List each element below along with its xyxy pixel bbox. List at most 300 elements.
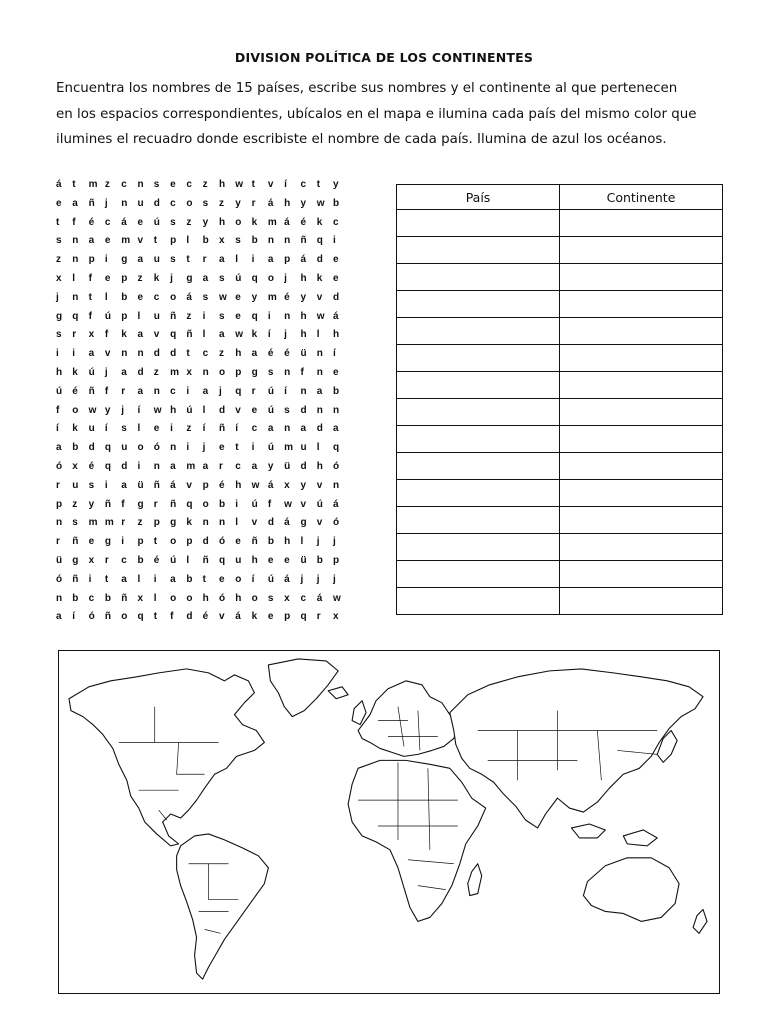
word-search-letter[interactable]: h	[300, 329, 307, 341]
word-search-letter[interactable]: p	[137, 536, 144, 548]
word-search-letter[interactable]: h	[56, 366, 63, 378]
word-search-letter[interactable]: j	[333, 573, 336, 585]
word-search-letter[interactable]: v	[186, 479, 192, 491]
word-search-letter[interactable]: ú	[88, 366, 95, 378]
word-search-letter[interactable]: l	[153, 592, 157, 604]
word-search-letter[interactable]: a	[218, 329, 225, 341]
word-search-letter[interactable]: n	[72, 235, 79, 247]
word-search-letter[interactable]: p	[153, 517, 160, 529]
word-search-letter[interactable]: g	[56, 310, 63, 322]
word-search-letter[interactable]: u	[137, 197, 144, 209]
word-search-letter[interactable]: y	[202, 216, 209, 228]
word-search-letter[interactable]: k	[72, 423, 78, 435]
word-search-letter[interactable]: s	[153, 179, 160, 190]
word-search-letter[interactable]: i	[170, 423, 173, 435]
word-search-letter[interactable]: n	[56, 592, 63, 604]
word-search-letter[interactable]: z	[153, 366, 159, 378]
word-search-letter[interactable]: p	[202, 479, 209, 491]
word-search-letter[interactable]: w	[316, 310, 325, 322]
word-search-letter[interactable]: e	[218, 573, 225, 585]
word-search-letter[interactable]: s	[56, 235, 62, 247]
word-search-letter[interactable]: b	[186, 573, 193, 585]
word-search-letter[interactable]: á	[56, 179, 62, 190]
word-search-letter[interactable]: m	[88, 517, 98, 529]
word-search-letter[interactable]: u	[153, 310, 160, 322]
word-search-letter[interactable]: h	[235, 348, 242, 360]
word-search-letter[interactable]: l	[235, 254, 239, 266]
word-search-letter[interactable]: i	[104, 254, 108, 266]
word-search-letter[interactable]: é	[153, 554, 160, 566]
word-search-letter[interactable]: s	[56, 329, 62, 341]
word-search-letter[interactable]: o	[186, 197, 193, 209]
word-search-letter[interactable]: n	[333, 404, 340, 416]
word-search-letter[interactable]: e	[333, 254, 339, 266]
word-search-letter[interactable]: d	[137, 366, 144, 378]
word-search-letter[interactable]: s	[218, 310, 225, 322]
word-search-letter[interactable]: ó	[333, 517, 340, 529]
word-search-letter[interactable]: é	[267, 348, 274, 360]
word-search-letter[interactable]: k	[316, 272, 323, 284]
word-search-letter[interactable]: t	[56, 216, 60, 228]
word-search-letter[interactable]: a	[121, 573, 127, 585]
word-search-letter[interactable]: a	[333, 423, 339, 435]
word-search-letter[interactable]: r	[56, 536, 60, 548]
word-search-letter[interactable]: v	[316, 517, 323, 529]
word-search-letter[interactable]: l	[137, 423, 141, 435]
word-search-letter[interactable]: g	[170, 517, 177, 529]
country-answer-cell[interactable]	[397, 588, 560, 615]
word-search-letter[interactable]: h	[284, 536, 291, 548]
word-search-letter[interactable]: a	[267, 254, 274, 266]
country-answer-cell[interactable]	[397, 534, 560, 561]
word-search-letter[interactable]: á	[316, 592, 323, 604]
word-search-letter[interactable]: í	[137, 404, 141, 416]
word-search-letter[interactable]: n	[316, 366, 323, 378]
word-search-letter[interactable]: í	[235, 423, 239, 435]
word-search-letter[interactable]: h	[218, 216, 226, 228]
word-search-letter[interactable]: ú	[267, 385, 274, 397]
word-search-letter[interactable]: ú	[267, 404, 274, 416]
word-search-letter[interactable]: á	[186, 291, 192, 303]
word-search-letter[interactable]: s	[267, 592, 274, 604]
word-search-letter[interactable]: á	[121, 216, 127, 228]
word-search-letter[interactable]: l	[202, 329, 206, 341]
word-search-letter[interactable]: y	[251, 291, 258, 303]
word-search-letter[interactable]: t	[153, 536, 158, 548]
word-search-letter[interactable]: z	[186, 216, 192, 228]
word-search-letter[interactable]: e	[218, 442, 225, 454]
word-search-letter[interactable]: c	[300, 179, 307, 190]
word-search-letter[interactable]: z	[56, 254, 61, 266]
word-search-letter[interactable]: y	[88, 498, 95, 510]
word-search-letter[interactable]: l	[186, 235, 190, 247]
word-search-letter[interactable]: á	[284, 517, 290, 529]
word-search-letter[interactable]: c	[333, 216, 339, 228]
word-search-letter[interactable]: l	[202, 404, 206, 416]
word-search-letter[interactable]: ó	[88, 611, 95, 623]
word-search-letter[interactable]: w	[235, 179, 244, 190]
continent-answer-cell[interactable]	[560, 588, 723, 615]
word-search-letter[interactable]: b	[333, 197, 340, 209]
word-search-letter[interactable]: u	[72, 479, 79, 491]
word-search-letter[interactable]: a	[88, 235, 95, 247]
word-search-letter[interactable]: k	[251, 216, 258, 228]
word-search-letter[interactable]: n	[153, 385, 160, 397]
word-search-letter[interactable]: í	[56, 423, 59, 435]
word-search-letter[interactable]: r	[121, 517, 126, 529]
word-search-letter[interactable]: j	[316, 573, 320, 585]
word-search-letter[interactable]: ó	[56, 460, 63, 472]
word-search-letter[interactable]: w	[235, 329, 244, 341]
word-search-letter[interactable]: p	[284, 611, 291, 623]
word-search-letter[interactable]: r	[121, 385, 126, 397]
word-search-letter[interactable]: í	[104, 423, 108, 435]
word-search-letter[interactable]: i	[88, 573, 92, 585]
word-search-letter[interactable]: l	[316, 442, 320, 454]
word-search-letter[interactable]: s	[267, 366, 274, 378]
word-search-letter[interactable]: m	[88, 179, 98, 190]
word-search-letter[interactable]: p	[56, 498, 63, 510]
word-search-letter[interactable]: e	[284, 554, 290, 566]
word-search-letter[interactable]: i	[104, 479, 108, 491]
word-search-letter[interactable]: x	[137, 592, 144, 604]
word-search-letter[interactable]: y	[235, 197, 241, 209]
continent-answer-cell[interactable]	[560, 264, 723, 291]
word-search-letter[interactable]: b	[316, 554, 323, 566]
word-search-letter[interactable]: t	[186, 348, 190, 360]
word-search-letter[interactable]: c	[251, 423, 258, 435]
word-search-letter[interactable]: e	[235, 536, 241, 548]
word-search-letter[interactable]: a	[202, 385, 209, 397]
word-search-letter[interactable]: i	[121, 536, 124, 548]
word-search-letter[interactable]: d	[316, 254, 323, 266]
word-search-letter[interactable]: j	[56, 291, 59, 303]
word-search-letter[interactable]: w	[333, 592, 341, 604]
word-search-letter[interactable]: e	[170, 179, 176, 190]
word-search-letter[interactable]: a	[251, 460, 258, 472]
word-search-letter[interactable]: b	[333, 385, 340, 397]
word-search-letter[interactable]: a	[170, 460, 176, 472]
word-search-letter[interactable]: h	[251, 554, 258, 566]
word-search-letter[interactable]: n	[121, 348, 128, 360]
word-search-letter[interactable]: b	[72, 592, 79, 604]
word-search-letter[interactable]: e	[333, 272, 339, 284]
word-search-letter[interactable]: a	[251, 348, 258, 360]
word-search-letter[interactable]: l	[235, 517, 239, 529]
word-search-letter[interactable]: a	[202, 460, 209, 472]
word-search-letter[interactable]: é	[284, 291, 290, 303]
word-search-letter[interactable]: g	[104, 536, 111, 548]
word-search-letter[interactable]: o	[170, 291, 177, 303]
word-search-letter[interactable]: k	[316, 216, 323, 228]
word-search-letter[interactable]: c	[153, 291, 160, 303]
word-search-letter[interactable]: k	[121, 329, 127, 341]
word-search-letter[interactable]: e	[137, 216, 144, 228]
word-search-letter[interactable]: n	[72, 291, 79, 303]
word-search-letter[interactable]: i	[186, 442, 190, 454]
word-search-letter[interactable]: a	[56, 442, 62, 454]
word-search-letter[interactable]: n	[218, 517, 226, 529]
word-search-letter[interactable]: e	[104, 272, 111, 284]
word-search-letter[interactable]: s	[170, 216, 176, 228]
word-search-letter[interactable]: r	[104, 554, 109, 566]
word-search-letter[interactable]: n	[267, 235, 274, 247]
country-answer-cell[interactable]	[397, 372, 560, 399]
word-search-letter[interactable]: y	[267, 460, 274, 472]
word-search-letter[interactable]: z	[202, 179, 208, 190]
country-answer-cell[interactable]	[397, 426, 560, 453]
word-search-letter[interactable]: á	[267, 197, 274, 209]
word-search-letter[interactable]: x	[56, 272, 62, 284]
word-search-letter[interactable]: m	[121, 235, 131, 247]
word-search-letter[interactable]: s	[284, 404, 290, 416]
continent-answer-cell[interactable]	[560, 210, 723, 237]
word-search-letter[interactable]: t	[88, 291, 92, 303]
word-search-letter[interactable]: o	[251, 592, 258, 604]
word-search-letter[interactable]: n	[284, 366, 291, 378]
word-search-letter[interactable]: s	[202, 197, 209, 209]
word-search-letter[interactable]: í	[284, 179, 287, 190]
word-search-letter[interactable]: k	[251, 329, 258, 341]
word-search-letter[interactable]: r	[218, 460, 223, 472]
word-search-letter[interactable]: t	[251, 179, 255, 190]
word-search-letter[interactable]: k	[251, 611, 258, 623]
word-search-letter[interactable]: a	[88, 348, 95, 360]
word-search-letter[interactable]: u	[88, 423, 95, 435]
word-search-letter[interactable]: é	[88, 460, 95, 472]
word-search-letter[interactable]: z	[137, 517, 143, 529]
word-search-letter[interactable]: g	[121, 254, 128, 266]
word-search-letter[interactable]: t	[316, 179, 321, 190]
word-search-letter[interactable]: ñ	[72, 573, 79, 585]
word-search-letter[interactable]: f	[56, 404, 60, 416]
word-search-letter[interactable]: d	[88, 442, 95, 454]
word-search-letter[interactable]: á	[284, 573, 290, 585]
word-search-letter[interactable]: c	[104, 216, 111, 228]
country-answer-cell[interactable]	[397, 264, 560, 291]
continent-answer-cell[interactable]	[560, 291, 723, 318]
word-search-letter[interactable]: á	[333, 498, 339, 510]
word-search-letter[interactable]: d	[153, 348, 160, 360]
word-search-letter[interactable]: ú	[170, 554, 177, 566]
word-search-letter[interactable]: á	[235, 611, 241, 623]
word-search-letter[interactable]: o	[186, 592, 193, 604]
word-search-letter[interactable]: c	[121, 179, 127, 190]
word-search-letter[interactable]: d	[300, 404, 307, 416]
word-search-letter[interactable]: ñ	[218, 423, 226, 435]
word-search-letter[interactable]: n	[316, 348, 323, 360]
word-search-letter[interactable]: h	[235, 479, 242, 491]
word-search-letter[interactable]: ú	[186, 404, 193, 416]
word-search-letter[interactable]: ú	[56, 385, 63, 397]
word-search-letter[interactable]: i	[137, 460, 141, 472]
word-search-letter[interactable]: í	[251, 573, 255, 585]
word-search-letter[interactable]: ú	[235, 272, 242, 284]
word-search-letter[interactable]: j	[170, 272, 173, 284]
word-search-letter[interactable]: y	[333, 179, 339, 190]
word-search-letter[interactable]: e	[333, 366, 339, 378]
word-search-letter[interactable]: é	[72, 385, 78, 397]
word-search-letter[interactable]: w	[284, 498, 292, 510]
word-search-letter[interactable]: m	[267, 291, 277, 303]
word-search-letter[interactable]: j	[316, 536, 320, 548]
word-search-letter[interactable]: c	[202, 348, 209, 360]
word-search-letter[interactable]: ñ	[153, 479, 160, 491]
word-search-letter[interactable]: o	[202, 498, 209, 510]
country-answer-cell[interactable]	[397, 345, 560, 372]
word-search-letter[interactable]: d	[333, 291, 340, 303]
word-search-letter[interactable]: e	[267, 611, 274, 623]
word-search-letter[interactable]: í	[284, 385, 287, 397]
word-search-letter[interactable]: ó	[218, 536, 226, 548]
word-search-letter[interactable]: q	[300, 611, 307, 623]
word-search-letter[interactable]: n	[202, 517, 209, 529]
word-search-letter[interactable]: d	[153, 197, 160, 209]
word-search-letter[interactable]: ñ	[104, 498, 111, 510]
word-search-letter[interactable]: s	[218, 272, 225, 284]
word-search-letter[interactable]: n	[316, 404, 323, 416]
word-search-letter[interactable]: a	[121, 366, 127, 378]
word-search-letter[interactable]: a	[300, 423, 307, 435]
word-search-letter[interactable]: y	[300, 197, 307, 209]
word-search-letter[interactable]: í	[202, 423, 206, 435]
word-search-letter[interactable]: ú	[153, 216, 160, 228]
word-search-letter[interactable]: b	[218, 498, 226, 510]
word-search-letter[interactable]: r	[251, 385, 256, 397]
word-search-letter[interactable]: q	[251, 310, 258, 322]
word-search-letter[interactable]: e	[88, 536, 95, 548]
word-search-letter[interactable]: q	[170, 329, 177, 341]
word-search-letter[interactable]: s	[88, 479, 95, 491]
word-search-letter[interactable]: w	[88, 404, 97, 416]
word-search-letter[interactable]: l	[186, 554, 190, 566]
word-search-letter[interactable]: a	[218, 254, 225, 266]
word-search-letter[interactable]: f	[72, 216, 76, 228]
word-search-letter[interactable]: r	[251, 197, 256, 209]
word-search-letter[interactable]: v	[235, 404, 241, 416]
word-search-letter[interactable]: z	[218, 348, 224, 360]
word-search-letter[interactable]: x	[218, 235, 225, 247]
word-search-letter[interactable]: l	[72, 272, 76, 284]
word-search-letter[interactable]: g	[300, 517, 307, 529]
word-search-letter[interactable]: k	[186, 517, 192, 529]
word-search-letter[interactable]: ñ	[170, 310, 177, 322]
word-search-letter[interactable]: v	[316, 479, 323, 491]
word-search-letter[interactable]: d	[202, 536, 209, 548]
word-search-letter[interactable]: í	[267, 329, 271, 341]
word-search-letter[interactable]: é	[284, 348, 290, 360]
word-search-letter[interactable]: ó	[218, 592, 226, 604]
word-search-letter[interactable]: á	[170, 479, 176, 491]
continent-answer-cell[interactable]	[560, 426, 723, 453]
word-search-letter[interactable]: i	[56, 348, 59, 360]
word-search-letter[interactable]: n	[170, 442, 177, 454]
word-search-letter[interactable]: k	[72, 366, 78, 378]
word-search-letter[interactable]: i	[153, 573, 157, 585]
word-search-letter[interactable]: b	[121, 291, 128, 303]
word-search-letter[interactable]: ñ	[72, 536, 79, 548]
word-search-letter[interactable]: p	[88, 254, 95, 266]
word-search-letter[interactable]: t	[235, 442, 239, 454]
word-search-letter[interactable]: b	[104, 592, 111, 604]
word-search-letter[interactable]: u	[153, 254, 160, 266]
word-search-letter[interactable]: c	[121, 554, 127, 566]
word-search-letter[interactable]: a	[137, 385, 144, 397]
word-search-letter[interactable]: n	[284, 235, 291, 247]
country-answer-cell[interactable]	[397, 210, 560, 237]
country-answer-cell[interactable]	[397, 318, 560, 345]
word-search-letter[interactable]: z	[104, 179, 110, 190]
word-search-letter[interactable]: t	[186, 254, 190, 266]
word-search-letter[interactable]: n	[300, 385, 307, 397]
word-search-letter[interactable]: z	[137, 272, 143, 284]
word-search-letter[interactable]: c	[170, 385, 176, 397]
word-search-letter[interactable]: n	[56, 517, 63, 529]
word-search-letter[interactable]: e	[267, 554, 274, 566]
word-search-letter[interactable]: ñ	[88, 385, 95, 397]
word-search-letter[interactable]: x	[88, 554, 95, 566]
word-search-letter[interactable]: á	[300, 254, 307, 266]
word-search-letter[interactable]: n	[137, 348, 144, 360]
word-search-letter[interactable]: e	[56, 197, 62, 209]
word-search-letter[interactable]: x	[88, 329, 95, 341]
word-search-letter[interactable]: z	[186, 423, 192, 435]
word-search-letter[interactable]: b	[202, 235, 209, 247]
word-search-letter[interactable]: o	[72, 404, 79, 416]
word-search-letter[interactable]: a	[121, 479, 127, 491]
word-search-letter[interactable]: q	[333, 442, 340, 454]
word-search-letter[interactable]: ú	[316, 498, 323, 510]
word-search-letter[interactable]: b	[251, 235, 258, 247]
word-search-letter[interactable]: o	[170, 536, 177, 548]
word-search-letter[interactable]: í	[72, 611, 76, 623]
word-search-letter[interactable]: á	[267, 479, 274, 491]
word-search-letter[interactable]: f	[170, 611, 174, 623]
word-search-letter[interactable]: t	[153, 611, 158, 623]
word-search-letter[interactable]: x	[72, 460, 78, 472]
word-search-letter[interactable]: v	[104, 348, 111, 360]
word-search-letter[interactable]: j	[284, 329, 287, 341]
word-search-letter[interactable]: n	[202, 366, 209, 378]
word-search-letter[interactable]: b	[72, 442, 79, 454]
continent-answer-cell[interactable]	[560, 507, 723, 534]
word-search-letter[interactable]: ü	[56, 554, 63, 566]
word-search-letter[interactable]: ñ	[88, 197, 95, 209]
word-search-letter[interactable]: h	[300, 272, 307, 284]
word-search-letter[interactable]: a	[170, 573, 176, 585]
continent-answer-cell[interactable]	[560, 453, 723, 480]
word-search-letter[interactable]: e	[104, 235, 111, 247]
word-search-letter[interactable]: c	[170, 197, 176, 209]
word-search-letter[interactable]: e	[137, 291, 144, 303]
word-search-letter[interactable]: ñ	[251, 536, 258, 548]
word-search-letter[interactable]: j	[284, 272, 287, 284]
word-search-letter[interactable]: ñ	[104, 611, 111, 623]
word-search-letter[interactable]: p	[284, 254, 291, 266]
word-search-letter[interactable]: ñ	[300, 235, 307, 247]
word-search-letter[interactable]: q	[72, 310, 79, 322]
word-search-letter[interactable]: q	[186, 498, 193, 510]
country-answer-cell[interactable]	[397, 561, 560, 588]
word-search-letter[interactable]: e	[235, 310, 241, 322]
word-search-letter[interactable]: a	[267, 423, 274, 435]
word-search-letter[interactable]: n	[153, 460, 160, 472]
word-search-letter[interactable]: v	[251, 517, 258, 529]
word-search-letter[interactable]: z	[72, 498, 78, 510]
word-search-letter[interactable]: o	[218, 366, 226, 378]
word-search-letter[interactable]: p	[333, 554, 340, 566]
country-answer-cell[interactable]	[397, 480, 560, 507]
